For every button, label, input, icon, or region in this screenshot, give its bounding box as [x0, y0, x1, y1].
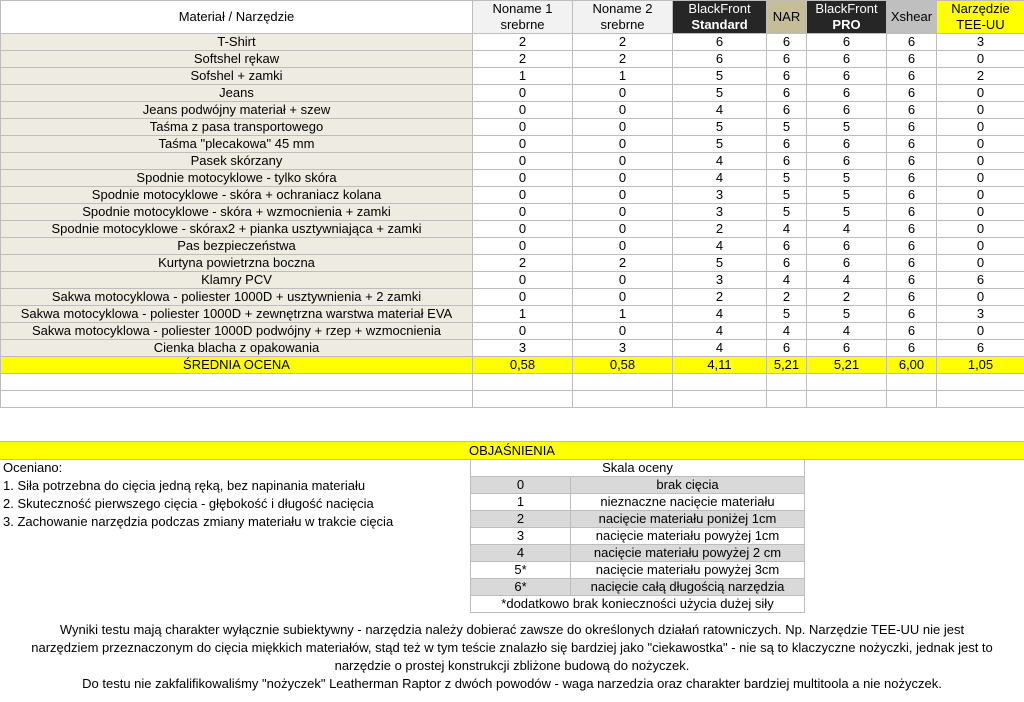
scale-row — [471, 511, 805, 528]
score-cell[interactable]: 6 — [887, 119, 937, 136]
scale-score[interactable]: 6* — [471, 579, 571, 596]
score-cell[interactable]: 6 — [807, 34, 887, 51]
score-cell[interactable]: 6 — [807, 238, 887, 255]
empty-cell[interactable] — [473, 391, 573, 408]
score-cell[interactable]: 5 — [673, 136, 767, 153]
score-cell[interactable]: 6 — [887, 34, 937, 51]
score-cell[interactable]: 5 — [767, 204, 807, 221]
table-row — [1, 272, 1024, 289]
criterion-2[interactable]: 2. Skuteczność pierwszego cięcia - głębokość i długość nacięcia — [3, 496, 374, 511]
score-cell[interactable]: 5 — [767, 187, 807, 204]
score-cell[interactable]: 0 — [937, 119, 1024, 136]
score-cell[interactable]: 5 — [673, 85, 767, 102]
score-cell[interactable]: 6 — [673, 51, 767, 68]
score-cell[interactable]: 0 — [473, 102, 573, 119]
score-cell[interactable]: 6 — [887, 102, 937, 119]
table-row — [1, 119, 1024, 136]
score-cell[interactable]: 0 — [937, 255, 1024, 272]
score-cell[interactable]: 2 — [937, 68, 1024, 85]
header-row — [1, 1, 1024, 34]
empty-cell[interactable] — [887, 391, 937, 408]
score-cell[interactable]: 0 — [937, 323, 1024, 340]
score-cell[interactable]: 5 — [767, 119, 807, 136]
score-cell[interactable]: 6 — [887, 170, 937, 187]
material-name-cell[interactable]: Klamry PCV — [1, 272, 473, 289]
empty-cell[interactable] — [937, 374, 1024, 391]
scale-description[interactable]: nacięcie materiału powyżej 1cm — [571, 528, 805, 545]
score-cell[interactable]: 6 — [767, 85, 807, 102]
scale-score[interactable]: 3 — [471, 528, 571, 545]
score-cell[interactable]: 6 — [767, 68, 807, 85]
score-cell[interactable]: 0 — [937, 289, 1024, 306]
tool-name: NAR — [772, 9, 801, 24]
score-cell[interactable]: 2 — [673, 221, 767, 238]
score-cell[interactable]: 6 — [807, 136, 887, 153]
score-cell[interactable]: 4 — [673, 102, 767, 119]
score-cell[interactable]: 0 — [473, 119, 573, 136]
score-cell[interactable]: 5 — [673, 68, 767, 85]
scale-title-row — [471, 460, 805, 477]
score-cell[interactable]: 0 — [573, 102, 673, 119]
tool-header-noname-1[interactable] — [473, 1, 573, 34]
score-cell[interactable]: 6 — [887, 289, 937, 306]
score-cell[interactable]: 6 — [887, 153, 937, 170]
score-cell[interactable]: 6 — [887, 136, 937, 153]
table-row — [1, 255, 1024, 272]
scale-footnote-row — [471, 596, 805, 613]
table-row — [1, 68, 1024, 85]
material-name-cell[interactable]: Kurtyna powietrzna boczna — [1, 255, 473, 272]
scale-footnote[interactable]: *dodatkowo brak konieczności użycia dużej siły — [471, 596, 805, 613]
average-score-cell[interactable]: 6,00 — [887, 357, 937, 374]
score-cell[interactable]: 6 — [887, 306, 937, 323]
explanations-title[interactable]: OBJAŚNIENIA — [0, 441, 1024, 460]
tool-name: Noname 2 — [592, 1, 653, 16]
material-name-cell[interactable]: Pasek skórzany — [1, 153, 473, 170]
score-cell[interactable]: 6 — [807, 68, 887, 85]
average-label[interactable]: ŚREDNIA OCENA — [1, 357, 473, 374]
table-row — [1, 51, 1024, 68]
score-cell[interactable]: 6 — [767, 255, 807, 272]
material-name-cell[interactable]: Taśma "plecakowa" 45 mm — [1, 136, 473, 153]
assessed-label[interactable]: Oceniano: — [3, 460, 63, 475]
score-cell[interactable]: 4 — [767, 272, 807, 289]
score-cell[interactable]: 1 — [473, 68, 573, 85]
material-name-cell[interactable]: Spodnie motocyklowe - skóra + wzmocnienia + zamki — [1, 204, 473, 221]
scale-score[interactable]: 2 — [471, 511, 571, 528]
scale-description[interactable]: brak cięcia — [571, 477, 805, 494]
table-row — [1, 238, 1024, 255]
table-row — [1, 221, 1024, 238]
scale-row — [471, 579, 805, 596]
scale-row — [471, 545, 805, 562]
table-row — [1, 34, 1024, 51]
score-cell[interactable]: 0 — [937, 153, 1024, 170]
score-cell[interactable]: 0 — [573, 136, 673, 153]
score-cell[interactable]: 0 — [473, 136, 573, 153]
score-cell[interactable]: 5 — [807, 170, 887, 187]
material-name-cell[interactable]: Jeans podwójny materiał + szew — [1, 102, 473, 119]
score-cell[interactable]: 0 — [937, 136, 1024, 153]
score-cell[interactable]: 2 — [673, 289, 767, 306]
scale-description[interactable]: nacięcie materiału powyżej 3cm — [571, 562, 805, 579]
material-name-cell[interactable]: Spodnie motocyklowe - skórax2 + pianka usztywniająca + zamki — [1, 221, 473, 238]
material-name-cell[interactable]: Spodnie motocyklowe - skóra + ochraniacz kolana — [1, 187, 473, 204]
score-cell[interactable]: 0 — [473, 272, 573, 289]
score-cell[interactable]: 0 — [573, 170, 673, 187]
empty-row — [1, 374, 1024, 391]
empty-cell[interactable] — [767, 391, 807, 408]
score-cell[interactable]: 0 — [473, 204, 573, 221]
score-cell[interactable]: 0 — [473, 187, 573, 204]
footer-notes — [0, 621, 1024, 693]
score-cell[interactable]: 6 — [887, 187, 937, 204]
score-cell[interactable]: 0 — [573, 323, 673, 340]
score-cell[interactable]: 3 — [937, 34, 1024, 51]
score-cell[interactable]: 6 — [807, 51, 887, 68]
score-cell[interactable]: 4 — [767, 221, 807, 238]
score-cell[interactable]: 2 — [573, 51, 673, 68]
score-cell[interactable]: 0 — [473, 153, 573, 170]
score-cell[interactable]: 6 — [767, 238, 807, 255]
material-name-cell[interactable]: Sakwa motocyklowa - poliester 1000D + zewnętrzna warstwa materiał EVA — [1, 306, 473, 323]
tool-subname: srebrne — [600, 17, 645, 32]
average-row — [1, 357, 1024, 374]
empty-cell[interactable] — [573, 374, 673, 391]
footer-line: narzędzie o prostej konstrukcji zbliżone budową do nożyczek. — [334, 658, 690, 673]
criterion-1[interactable]: 1. Siła potrzebna do cięcia jedną ręką, bez napinania materiału — [3, 478, 366, 493]
tool-name: BlackFront — [688, 1, 751, 16]
score-cell[interactable]: 4 — [673, 306, 767, 323]
score-cell[interactable]: 0 — [573, 221, 673, 238]
score-cell[interactable]: 2 — [473, 51, 573, 68]
table-row — [1, 85, 1024, 102]
score-cell[interactable]: 4 — [673, 153, 767, 170]
empty-cell[interactable] — [673, 391, 767, 408]
score-cell[interactable]: 0 — [937, 204, 1024, 221]
tool-name: Narzędzie — [951, 1, 1010, 16]
score-cell[interactable]: 1 — [473, 306, 573, 323]
material-name-cell[interactable]: Cienka blacha z opakowania — [1, 340, 473, 357]
scale-row — [471, 477, 805, 494]
empty-row — [1, 391, 1024, 408]
score-cell[interactable]: 3 — [473, 340, 573, 357]
scale-description[interactable]: nacięcie materiału powyżej 2 cm — [571, 545, 805, 562]
score-cell[interactable]: 4 — [807, 323, 887, 340]
score-cell[interactable]: 5 — [807, 204, 887, 221]
score-cell[interactable]: 4 — [807, 272, 887, 289]
score-cell[interactable]: 6 — [887, 221, 937, 238]
score-cell[interactable]: 6 — [807, 153, 887, 170]
scale-description[interactable]: nacięcie materiału poniżej 1cm — [571, 511, 805, 528]
tool-subname: Standard — [691, 17, 748, 32]
score-cell[interactable]: 0 — [937, 238, 1024, 255]
table-row — [1, 136, 1024, 153]
tool-name: Xshear — [890, 9, 933, 24]
scale-row — [471, 562, 805, 579]
score-cell[interactable]: 5 — [673, 119, 767, 136]
score-cell[interactable]: 2 — [573, 34, 673, 51]
score-cell[interactable]: 0 — [573, 153, 673, 170]
score-cell[interactable]: 0 — [473, 289, 573, 306]
score-cell[interactable]: 0 — [473, 221, 573, 238]
empty-cell[interactable] — [767, 374, 807, 391]
score-cell[interactable]: 0 — [573, 204, 673, 221]
score-cell[interactable]: 0 — [573, 272, 673, 289]
score-cell[interactable]: 3 — [937, 306, 1024, 323]
score-cell[interactable]: 0 — [937, 85, 1024, 102]
empty-cell[interactable] — [1, 374, 473, 391]
material-name-cell[interactable]: Sakwa motocyklowa - poliester 1000D + usztywnienia + 2 zamki — [1, 289, 473, 306]
score-cell[interactable]: 6 — [767, 153, 807, 170]
rating-scale-table — [470, 459, 805, 613]
score-cell[interactable]: 6 — [887, 238, 937, 255]
tool-header-blackfront-standard[interactable] — [673, 1, 767, 34]
footer-line: narzędziem przeznaczonym do cięcia miękkich materiałów, stąd też w tym teście znalazło się bardziej jako "ciekawostka" - nie są to klaczyczne nożyczki, jednak jest to — [31, 640, 993, 655]
material-name-cell[interactable]: Sakwa motocyklowa - poliester 1000D podwójny + rzep + wzmocnienia — [1, 323, 473, 340]
score-cell[interactable]: 6 — [767, 136, 807, 153]
tool-subname: TEE-UU — [956, 17, 1005, 32]
material-name-cell[interactable]: Pas bezpieczeństwa — [1, 238, 473, 255]
score-cell[interactable]: 0 — [937, 170, 1024, 187]
score-cell[interactable]: 6 — [887, 68, 937, 85]
score-cell[interactable]: 0 — [573, 238, 673, 255]
tool-subname: srebrne — [500, 17, 545, 32]
score-cell[interactable]: 5 — [767, 306, 807, 323]
score-cell[interactable]: 5 — [807, 119, 887, 136]
score-cell[interactable]: 6 — [807, 340, 887, 357]
score-cell[interactable]: 0 — [937, 102, 1024, 119]
scale-score[interactable]: 1 — [471, 494, 571, 511]
scale-score[interactable]: 4 — [471, 545, 571, 562]
score-cell[interactable]: 1 — [573, 306, 673, 323]
score-cell[interactable]: 5 — [673, 255, 767, 272]
score-cell[interactable]: 0 — [573, 187, 673, 204]
score-cell[interactable]: 0 — [937, 187, 1024, 204]
table-row — [1, 204, 1024, 221]
score-cell[interactable]: 4 — [807, 221, 887, 238]
score-cell[interactable]: 6 — [673, 34, 767, 51]
score-cell[interactable]: 2 — [573, 255, 673, 272]
score-cell[interactable]: 0 — [937, 221, 1024, 238]
empty-cell[interactable] — [1, 391, 473, 408]
scale-title[interactable]: Skala oceny — [471, 460, 805, 477]
score-cell[interactable]: 0 — [573, 289, 673, 306]
scale-score[interactable]: 0 — [471, 477, 571, 494]
scale-row — [471, 494, 805, 511]
empty-cell[interactable] — [887, 374, 937, 391]
table-row — [1, 340, 1024, 357]
score-cell[interactable]: 6 — [887, 255, 937, 272]
score-cell[interactable]: 3 — [673, 272, 767, 289]
scale-description[interactable]: nacięcie całą długością narzędzia — [571, 579, 805, 596]
score-cell[interactable]: 5 — [807, 187, 887, 204]
material-tool-header[interactable]: Materiał / Narzędzie — [1, 1, 473, 34]
table-row — [1, 289, 1024, 306]
score-cell[interactable]: 4 — [673, 340, 767, 357]
tool-header-xshear[interactable] — [887, 1, 937, 34]
footer-line: Wyniki testu mają charakter wyłącznie subiektywny - narzędzia należy dobierać zawsze do określonych działań ratowniczych. Np. Narzędzie TEE-UU nie jest — [59, 622, 965, 637]
score-cell[interactable]: 6 — [807, 85, 887, 102]
tool-header-nar[interactable] — [767, 1, 807, 34]
score-cell[interactable]: 4 — [673, 238, 767, 255]
score-cell[interactable]: 0 — [937, 51, 1024, 68]
tool-name: Noname 1 — [492, 1, 553, 16]
score-cell[interactable]: 5 — [807, 306, 887, 323]
average-score-cell[interactable]: 0,58 — [473, 357, 573, 374]
score-cell[interactable]: 6 — [887, 272, 937, 289]
average-score-cell[interactable]: 4,11 — [673, 357, 767, 374]
empty-cell[interactable] — [673, 374, 767, 391]
score-cell[interactable]: 4 — [673, 170, 767, 187]
scale-row — [471, 528, 805, 545]
score-cell[interactable]: 6 — [887, 204, 937, 221]
score-cell[interactable]: 0 — [473, 323, 573, 340]
footer-line: Do testu nie zakfalifikowaliśmy "nożyczek" Leatherman Raptor z dwóch powodów - waga narzedzia oraz charakter bardziej multitoola a nie nożyczek. — [82, 676, 942, 691]
tool-subname: PRO — [832, 17, 861, 32]
material-name-cell[interactable]: Sofshel + zamki — [1, 68, 473, 85]
table-row — [1, 153, 1024, 170]
tool-header-blackfront-pro[interactable] — [807, 1, 887, 34]
scale-score[interactable]: 5* — [471, 562, 571, 579]
score-cell[interactable]: 6 — [807, 255, 887, 272]
table-row — [1, 323, 1024, 340]
score-cell[interactable]: 2 — [767, 289, 807, 306]
score-cell[interactable]: 6 — [937, 340, 1024, 357]
score-cell[interactable]: 0 — [573, 119, 673, 136]
score-cell[interactable]: 4 — [767, 323, 807, 340]
empty-cell[interactable] — [807, 374, 887, 391]
criterion-3[interactable]: 3. Zachowanie narzędzia podczas zmiany materiału w trakcie cięcia — [3, 514, 394, 529]
score-cell[interactable]: 2 — [473, 255, 573, 272]
table-row — [1, 306, 1024, 323]
score-cell[interactable]: 5 — [767, 170, 807, 187]
score-cell[interactable]: 6 — [887, 323, 937, 340]
score-cell[interactable]: 3 — [573, 340, 673, 357]
score-cell[interactable]: 2 — [473, 34, 573, 51]
material-name-cell[interactable]: Softshel rękaw — [1, 51, 473, 68]
score-cell[interactable]: 6 — [887, 340, 937, 357]
score-cell[interactable]: 6 — [807, 102, 887, 119]
table-row — [1, 170, 1024, 187]
tool-header-noname-2[interactable] — [573, 1, 673, 34]
empty-cell[interactable] — [473, 374, 573, 391]
empty-cell[interactable] — [807, 391, 887, 408]
average-score-cell[interactable]: 5,21 — [767, 357, 807, 374]
average-score-cell[interactable]: 1,05 — [937, 357, 1024, 374]
score-cell[interactable]: 1 — [573, 68, 673, 85]
table-row — [1, 102, 1024, 119]
score-cell[interactable]: 4 — [673, 323, 767, 340]
empty-cell[interactable] — [573, 391, 673, 408]
material-name-cell[interactable]: Jeans — [1, 85, 473, 102]
tool-name: BlackFront — [815, 1, 878, 16]
score-cell[interactable]: 6 — [937, 272, 1024, 289]
material-name-cell[interactable]: Taśma z pasa transportowego — [1, 119, 473, 136]
score-cell[interactable]: 0 — [473, 85, 573, 102]
score-cell[interactable]: 6 — [767, 34, 807, 51]
average-score-cell[interactable]: 0,58 — [573, 357, 673, 374]
score-cell[interactable]: 6 — [767, 102, 807, 119]
average-score-cell[interactable]: 5,21 — [807, 357, 887, 374]
score-cell[interactable]: 2 — [807, 289, 887, 306]
score-cell[interactable]: 6 — [767, 51, 807, 68]
score-cell[interactable]: 0 — [473, 170, 573, 187]
tool-header-tee-uu[interactable] — [937, 1, 1024, 34]
score-cell[interactable]: 6 — [887, 51, 937, 68]
score-cell[interactable]: 6 — [887, 85, 937, 102]
material-name-cell[interactable]: T-Shirt — [1, 34, 473, 51]
score-cell[interactable]: 3 — [673, 187, 767, 204]
empty-cell[interactable] — [937, 391, 1024, 408]
score-cell[interactable]: 0 — [473, 238, 573, 255]
score-cell[interactable]: 0 — [573, 85, 673, 102]
score-cell[interactable]: 6 — [767, 340, 807, 357]
scale-description[interactable]: nieznaczne nacięcie materiału — [571, 494, 805, 511]
table-row — [1, 187, 1024, 204]
material-name-cell[interactable]: Spodnie motocyklowe - tylko skóra — [1, 170, 473, 187]
score-cell[interactable]: 3 — [673, 204, 767, 221]
